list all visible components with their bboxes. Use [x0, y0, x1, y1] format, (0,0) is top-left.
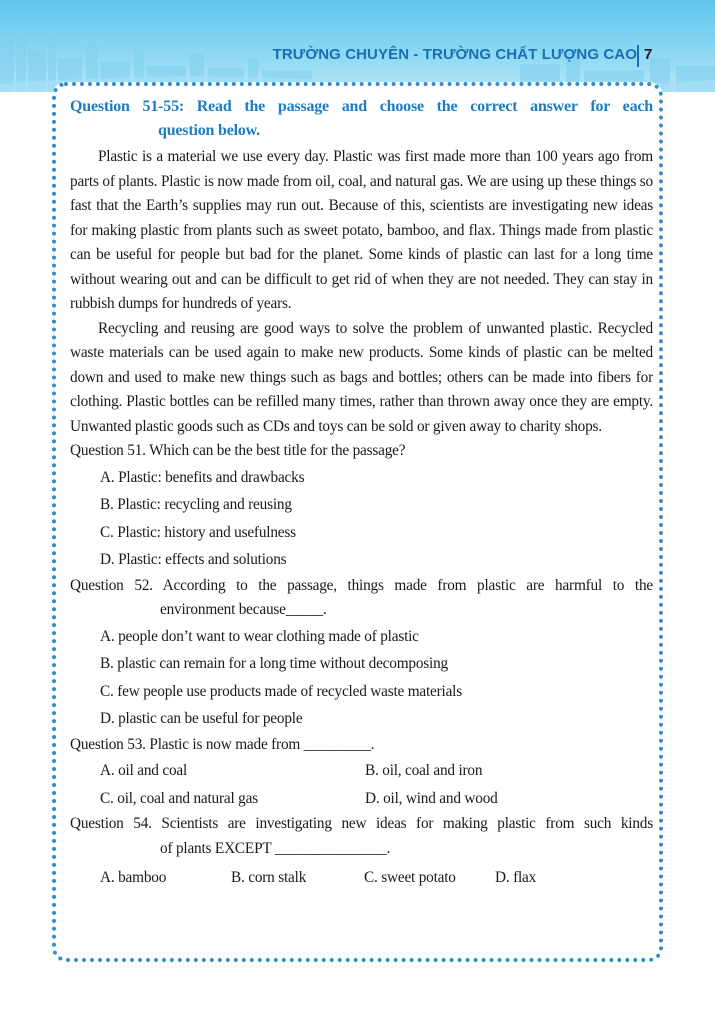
question-51-option-b: B. Plastic: recycling and reusing: [100, 496, 292, 513]
passage-paragraph-2: Recycling and reusing are good ways to solve the problem of unwanted plastic. Recycled waste materials can be used again to make new products. Some kinds of plastic can be melted down and used to make new things such as bags and bottles; others can be made into fibers for clothing. Plastic bottles can be refilled many times, rather than thrown away once they are empty. Unwanted plastic goods such as CDs and toys can be sold or given away to charity shops.: [70, 319, 653, 435]
question-53-option-a: A. oil and coal: [100, 762, 188, 779]
question-51-option-c: C. Plastic: history and usefulness: [100, 523, 296, 541]
school-series-title: TRƯỜNG CHUYÊN - TRƯỜNG CHẤT LƯỢNG CAO: [272, 46, 637, 63]
passage-paragraph-1: Plastic is a material we use every day. Plastic was first made more than 100 years ago from parts of plants. Plastic is now made from oil, coal, and natural gas. We are using up these things so fast that the Earth’s supplies may run out. Because of this, scientists are investigating new ideas for making plastic from plants such as sweet potato, bamboo, and flax. Things made from plastic can be useful for people but bad for the planet. Some kinds of plastic can last for a long time without wearing out and can be difficult to get rid of when they are not needed. They can stay in rubbish dumps for hundreds of years.: [70, 148, 653, 312]
question-52-option-b: B. plastic can remain for a long time without decomposing: [100, 655, 448, 672]
question-52-option-d: D. plastic can be useful for people: [100, 710, 303, 727]
question-53-stem: Question 53. Plastic is now made from _________.: [70, 735, 375, 753]
question-54-option-a: A. bamboo: [100, 869, 167, 886]
question-54-stem: Question 54. Scientists are investigating new ideas for making plastic from such kinds: [70, 815, 653, 832]
header-divider: [637, 45, 639, 67]
question-53-option-d: D. oil, wind and wood: [365, 789, 498, 807]
question-53-option-c: C. oil, coal and natural gas: [100, 789, 258, 807]
question-51-option-a: A. Plastic: benefits and drawbacks: [100, 468, 305, 486]
question-52-option-c: C. few people use products made of recycled waste materials: [100, 682, 462, 700]
question-52-option-a: A. people don’t want to wear clothing made of plastic: [100, 627, 419, 645]
section-title: Question 51-55: Read the passage and choose the correct answer for each: [70, 98, 653, 115]
page-header: [0, 0, 715, 92]
question-53-options-row-1: [100, 757, 653, 785]
question-52-stem: Question 52. According to the passage, things made from plastic are harmful to the: [70, 576, 653, 594]
question-54-option-d: D. flax: [495, 869, 537, 886]
question-51-option-d: D. Plastic: effects and solutions: [100, 551, 287, 568]
exercise-content: [70, 95, 653, 893]
question-54-stem-continued: of plants EXCEPT _______________.: [160, 839, 391, 857]
question-54-option-c: C. sweet potato: [364, 869, 456, 886]
question-53-option-b: B. oil, coal and iron: [365, 762, 483, 779]
question-54-option-b: B. corn stalk: [231, 869, 307, 886]
question-54-options-row: [100, 863, 653, 893]
question-52-stem-continued: environment because_____.: [160, 601, 327, 618]
question-51-stem: Question 51. Which can be the best title for the passage?: [70, 442, 406, 459]
page-number: 7: [644, 46, 653, 63]
question-53-options-row-2: [100, 785, 653, 813]
section-title-continued: question below.: [158, 122, 260, 139]
